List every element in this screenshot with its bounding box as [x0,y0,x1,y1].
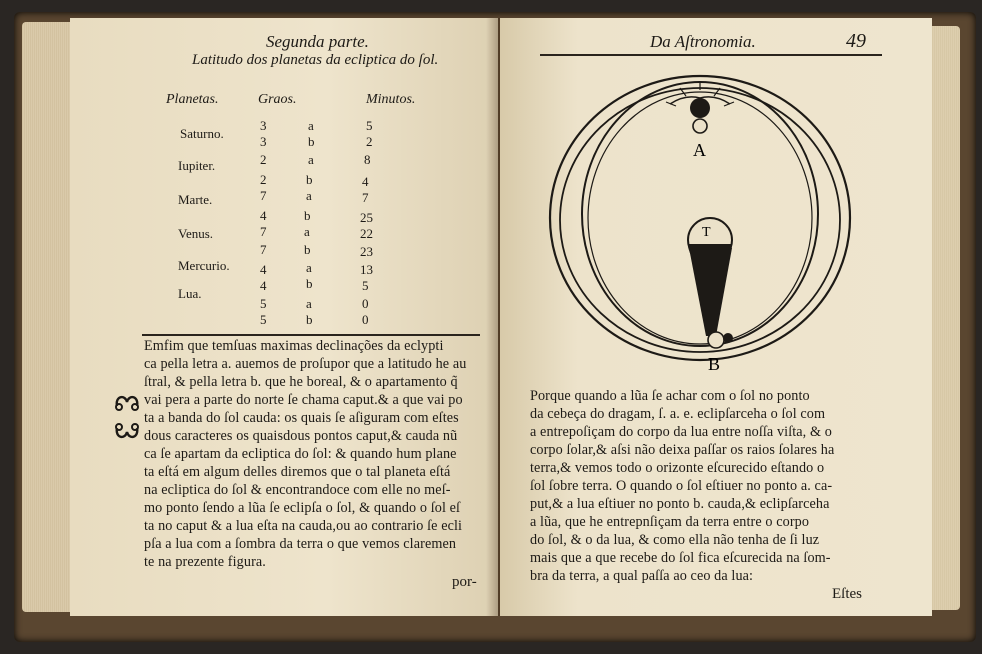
text-line: ca pella letra a. auemos de proſupor que a latitudo he au [144,356,467,372]
degrees: 3 [260,134,267,149]
label-t: T [702,225,711,240]
text-line: a entrepoſiçam do corpo da lua entre noſſa viſta, & o [530,424,832,440]
text-line: ca ſe apartam da ecliptica do ſol: & quando hum plane [144,446,457,462]
moon-at-a-icon [693,119,707,133]
direction: a [308,152,314,167]
label-a: A [693,140,706,160]
minutes: 5 [362,278,369,293]
direction: a [306,188,312,203]
text-line: ta eſtá em algum delles diremos que o tal planeta eſtá [144,464,451,480]
text-line: dous caracteres os quaisdous pontos caput,& cauda nũ [144,428,458,444]
moon-shadow-dot [723,333,733,343]
planet-name: Marte. [178,192,213,207]
col-header-planetas: Planetas. [166,92,219,107]
shadow-cone [689,248,732,336]
degrees: 7 [260,224,267,239]
planet-name: Venus. [178,226,214,241]
left-page [70,18,498,616]
text-line: mo ponto ſendo a lũa ſe eclipſa o ſol, & quando o ſol eſ [144,500,461,516]
planet-name: Mercurio. [178,258,230,273]
minutes: 2 [366,134,373,149]
text-line: do ſol, & o da lua, & como ella não tenha de ſi luz [530,532,820,548]
minutes: 5 [366,118,373,133]
direction: b [304,208,311,223]
direction: b [306,312,313,327]
text-line: Emfim que temſuas maximas declinações da eclypti [144,338,444,354]
catchword-left: por- [452,574,477,590]
text-line: mais que a que recebe do ſol fica eſcurecida na ſom- [530,550,831,566]
planet-name: Iupiter. [178,158,216,173]
moon-at-b-icon [708,332,724,348]
col-header-graos: Graos. [258,92,297,107]
text-line: put,& a lua eſtiuer no ponto b. cauda,& eclipſarceha [530,496,830,512]
direction: b [304,242,311,257]
running-head-left: Segunda parte. [266,32,369,51]
table-rule [142,334,480,336]
degrees: 3 [260,118,267,133]
degrees: 4 [260,278,267,293]
minutes: 0 [362,312,369,327]
planet-name: Lua. [178,286,202,301]
text-line: ſtral, & pella letra b. que he boreal, & o apartamento q̃ [144,374,458,390]
text-line: terra,& vemos todo o orizonte eſcurecido eſtando o [530,460,825,476]
degrees: 2 [260,152,267,167]
text-line: a lũa, que he entrepnſiçam da terra entre o corpo [530,514,810,530]
degrees: 5 [260,296,267,311]
text-line: te na prezente figura. [144,554,266,570]
direction: a [306,260,312,275]
header-rule [540,54,882,56]
caput-cauda-symbols-icon [112,390,142,446]
direction: a [306,296,312,311]
text-line: da cebeça do dragam, ſ. a. e. eclipſarceha o ſol com [530,406,826,422]
degrees: 4 [260,262,267,277]
minutes: 13 [360,262,373,277]
text-line: ta a banda do ſol cauda: os quais ſe aſiguram com eſtes [144,410,459,426]
sun-icon [666,82,734,118]
degrees: 4 [260,208,267,223]
minutes: 23 [360,244,373,259]
minutes: 4 [362,174,369,189]
degrees: 7 [260,242,267,257]
page-number: 49 [846,30,866,52]
minutes: 7 [362,190,369,205]
text-line: pſa a lua com a ſombra da terra o que vemos claremen [144,536,457,552]
direction: b [306,172,313,187]
degrees: 7 [260,188,267,203]
planet-name: Saturno. [180,126,224,141]
direction: b [306,276,313,291]
direction: a [304,224,310,239]
minutes: 25 [360,210,373,225]
right-page [500,18,932,616]
direction: a [308,118,314,133]
label-b: B [708,354,721,374]
minutes: 8 [364,152,371,167]
running-head-right: Da Aſtronomia. [650,32,756,51]
text-line: ta no caput & a lua eſta na cauda,ou ao contrario ſe ecli [144,518,463,534]
text-line: ſol ſobre terra. O quando o ſol eſtiuer no ponto a. ca- [530,478,833,494]
text-line: Porque quando a lũa ſe achar com o ſol no ponto [530,388,810,404]
text-line: corpo ſolar,& aſsi não deixa paſſar os raios ſolares ha [530,442,835,458]
degrees: 2 [260,172,267,187]
text-line: bra da terra, a qual paſſa ao ceo da lua: [530,568,754,584]
minutes: 0 [362,296,369,311]
catchword-right: Eſtes [832,586,862,602]
minutes: 22 [360,226,373,241]
table-title: Latitudo dos planetas da ecliptica do ſol. [192,52,439,68]
text-line: na ecliptica do ſol & encontrandoce com elle no meſ- [144,482,451,498]
text-line: vai pera a parte do norte ſe chama caput.& a que vai po [144,392,463,408]
eclipse-diagram [540,68,860,374]
col-header-minutos: Minutos. [366,92,416,107]
degrees: 5 [260,312,267,327]
direction: b [308,134,315,149]
